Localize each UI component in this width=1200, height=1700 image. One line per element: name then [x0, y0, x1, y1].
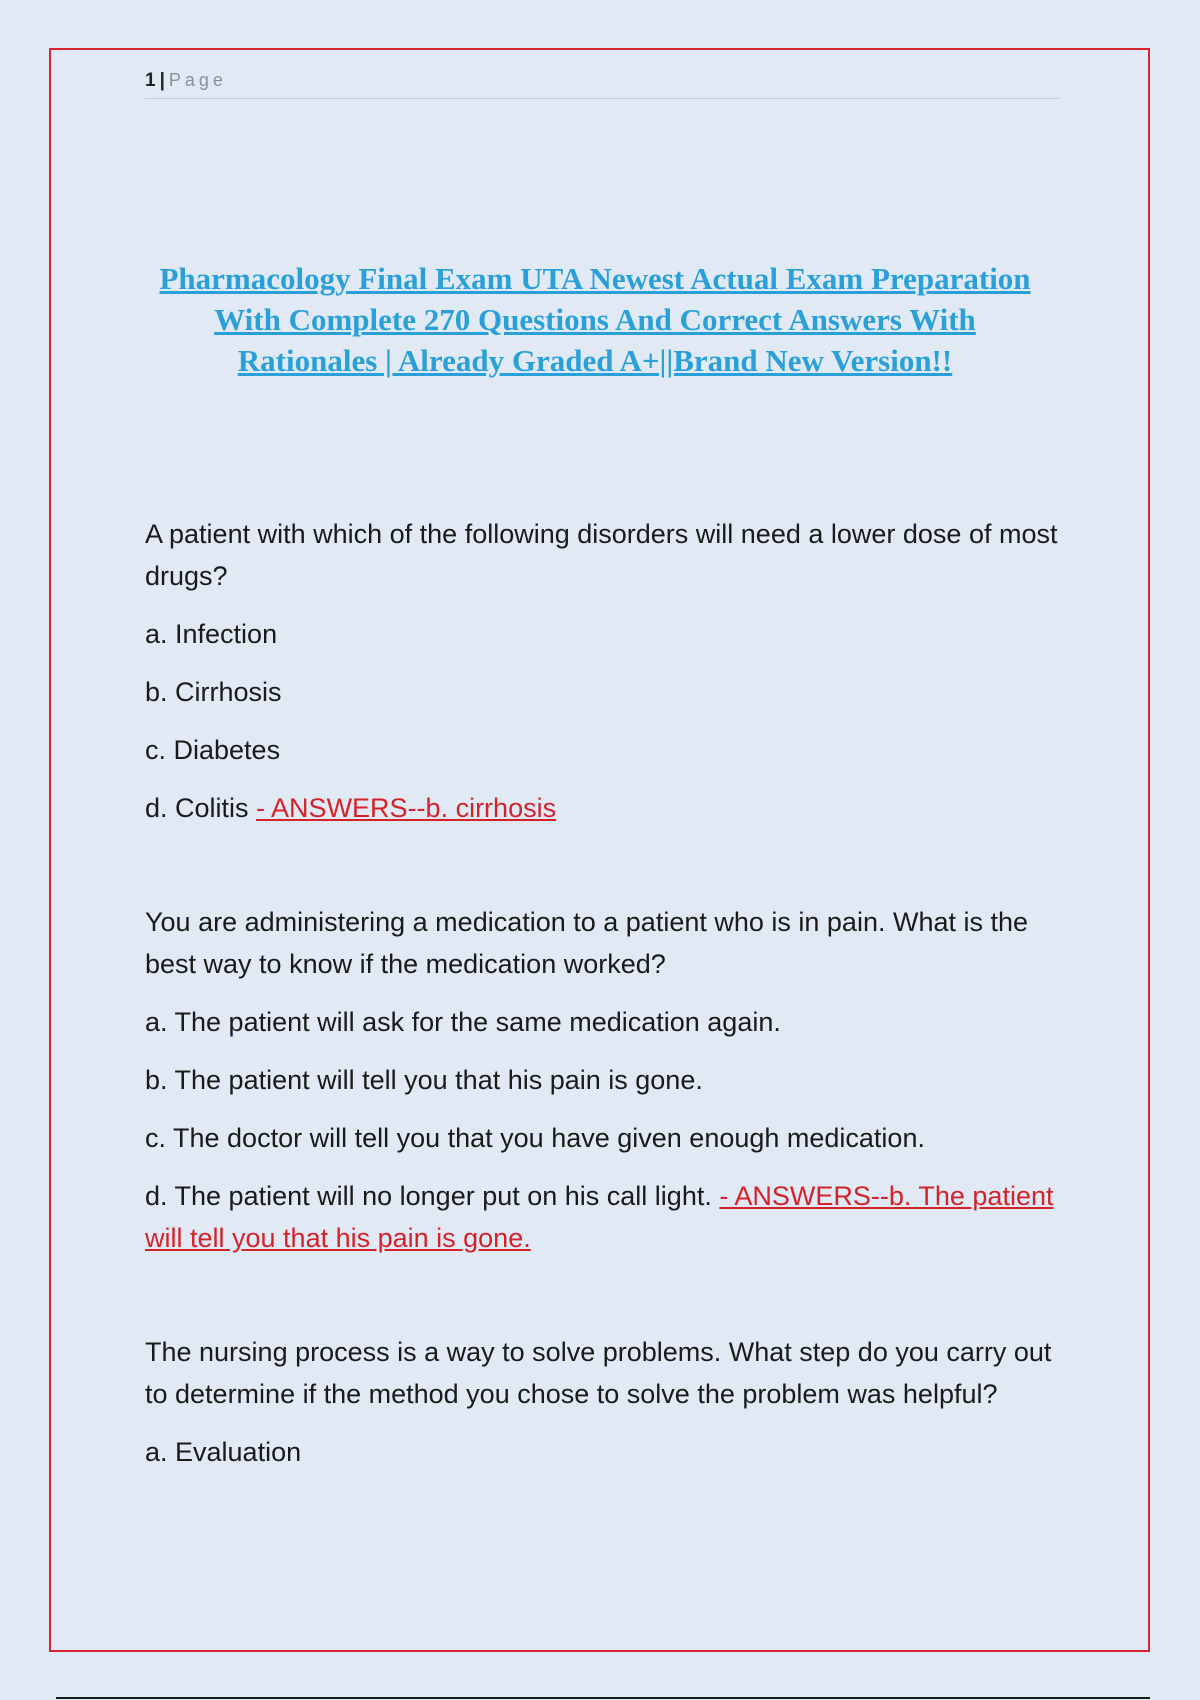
- option-a: a. Infection: [145, 619, 278, 649]
- option-c: c. The doctor will tell you that you have given enough medication.: [145, 1123, 925, 1153]
- option-a: a. Evaluation: [145, 1437, 302, 1467]
- answer-text: - ANSWERS--b. cirrhosis: [256, 793, 557, 823]
- option-d-with-answer: [145, 1175, 1065, 1259]
- bottom-divider: [56, 1697, 1150, 1699]
- question-stem: You are administering a medication to a patient who is in pain. What is the best way to know if the medication worked?: [145, 907, 1029, 979]
- answer-text: - ANSWERS--b. The patient will tell you that his pain is gone.: [145, 1181, 1054, 1253]
- option-d: d. The patient will no longer put on his call light.: [145, 1181, 712, 1211]
- option-c: c. Diabetes: [145, 735, 281, 765]
- question-list: [145, 513, 1065, 1545]
- question-stem: The nursing process is a way to solve problems. What step do you carry out to determine if the method you chose to solve the problem was helpful?: [145, 1337, 1052, 1409]
- question-2: [145, 901, 1065, 1259]
- question-1: [145, 513, 1065, 829]
- option-b: b. Cirrhosis: [145, 677, 282, 707]
- option-d: d. Colitis: [145, 793, 249, 823]
- option-a: a. The patient will ask for the same medication again.: [145, 1007, 781, 1037]
- page-label: Page: [168, 70, 227, 90]
- question-stem: A patient with which of the following disorders will need a lower dose of most drugs?: [145, 519, 1058, 591]
- page-header: [145, 70, 1060, 99]
- question-3: [145, 1331, 1065, 1473]
- option-d-with-answer: [145, 787, 1065, 829]
- option-b: b. The patient will tell you that his pain is gone.: [145, 1065, 703, 1095]
- header-separator: |: [159, 70, 165, 91]
- page-number: 1: [145, 70, 156, 91]
- document-title: Pharmacology Final Exam UTA Newest Actual Exam Preparation With Complete 270 Questions And Correct Answers With Rationales | Already Graded A+||Brand New Version!!: [159, 261, 1031, 378]
